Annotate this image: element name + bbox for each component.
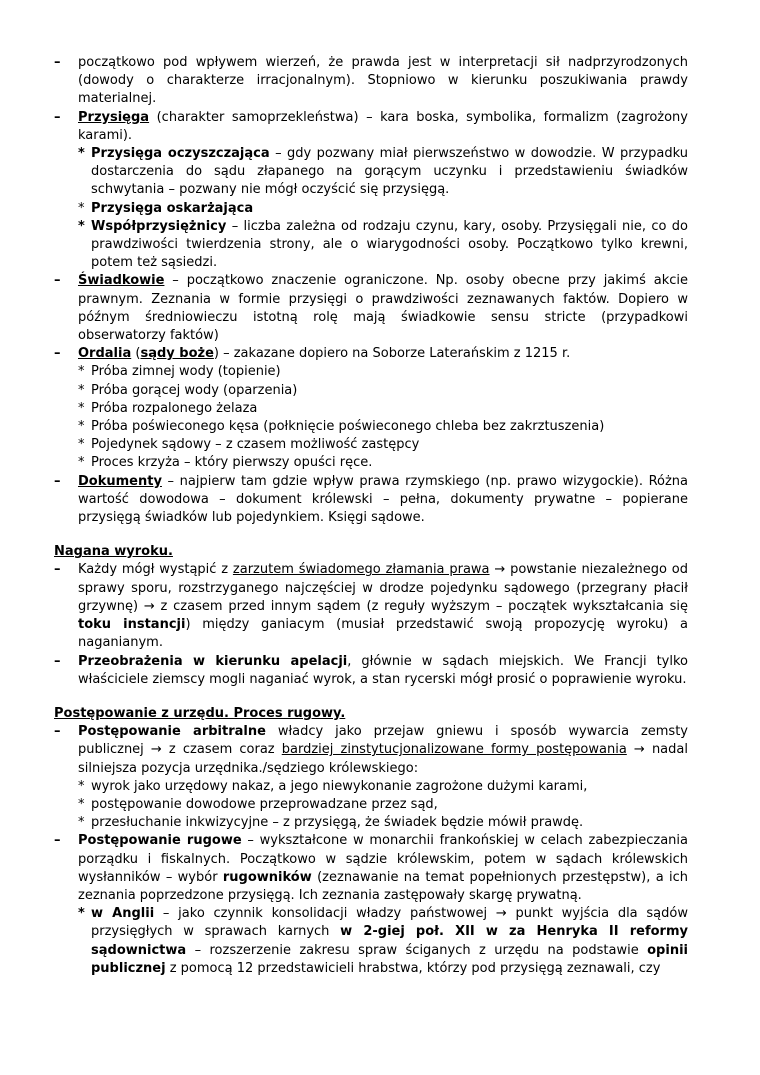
text-run: zarzutem świadomego złamania prawa [232, 562, 490, 578]
star-bullet: * [78, 419, 85, 435]
text-run: Próba rozpalonego żelaza [91, 400, 258, 416]
text-run: → nadal silniejsza pozycja urzędnika./sędziego królewskiego: [78, 742, 688, 776]
text-run: Próba gorącej wody (oparzenia) [91, 382, 298, 398]
list-item [0, 653, 760, 689]
sub-list-item [0, 454, 760, 472]
dash-bullet: – [54, 346, 61, 362]
star-bullet: * [78, 146, 85, 162]
star-bullet: * [78, 906, 85, 922]
star-bullet: * [78, 455, 85, 471]
text-run: Przysięga [78, 109, 150, 125]
star-bullet: * [78, 400, 85, 416]
text-run: ) między ganiacym (musiał przedstawić swoją propozycję wyroku) a naganianym. [78, 617, 688, 651]
text-run: w Anglii [91, 906, 155, 922]
text-run: początkowo pod wpływem wierzeń, że prawda jest w interpretacji sił nadprzyrodzonych (dowody o charakterze irracjonalnym). Stopniowo w kierunku poszukiwania prawdy materialnej. [78, 55, 688, 107]
section-heading [0, 705, 760, 723]
text-run: sądy boże [140, 346, 214, 362]
text-run: → powstanie niezależnego od sprawy sporu, rozstrzyganego najczęściej w drodze pojedynku sądowego (przegrany płacił grzywnę) → z czasem przed innym sądem (z reguły wyższym – początek wykształcania się [78, 562, 688, 614]
sub-list-item [0, 145, 760, 200]
text-run: , głównie w sądach miejskich. We Francji tylko właściciele ziemscy mogli naganiać wyrok, a stan rycerski mógł prosić o poprawienie wyroku. [78, 653, 688, 687]
text-run: toku instancji [78, 617, 186, 633]
text-run: przesłuchanie inkwizycyjne – z przysięgą, że świadek będzie mówił prawdę. [91, 815, 584, 831]
sub-list-item [0, 418, 760, 436]
text-run: – najpierw tam gdzie wpływ prawa rzymskiego (np. prawo wizygockie). Różna wartość dowodowa – dokument królewski – pełna, dokumenty prywatne – popierane przysięgą świadków lub pojedynkiem. Księgi sądowe. [78, 473, 688, 526]
star-bullet: * [78, 364, 85, 380]
sub-list-item [0, 218, 760, 273]
star-bullet: * [78, 200, 85, 216]
sub-list-item [0, 814, 760, 832]
text-run: ) – zakazane dopiero na Soborze Laterańskim z 1215 r. [213, 346, 571, 362]
star-bullet: * [78, 778, 85, 794]
text-run: Świadkowie [78, 273, 165, 289]
sub-list-item [0, 436, 760, 454]
dash-bullet: – [54, 109, 61, 125]
sub-list-item [0, 382, 760, 400]
dash-bullet: – [54, 562, 61, 578]
list-item [0, 109, 760, 145]
text-run: – wykształcone w monarchii frankońskiej w celach zabezpieczania porządku i fiskalnych. Początkowo w sądzie królewskim, potem w sądach królewskich wysłanników – wybór [78, 833, 688, 885]
text-run: (zeznawanie na temat popełnionych przestępstw), a ich zeznania poprzedzone przysięgą. Ich zeznania zastępowały skargę prywatną. [78, 869, 688, 903]
star-bullet: * [78, 218, 85, 234]
text-run: Proces krzyża – który pierwszy opuści ręce. [91, 455, 373, 471]
star-bullet: * [78, 796, 85, 812]
text-run: Próba poświeconego kęsa (połknięcie poświeconego chleba bez zakrztuszenia) [91, 419, 605, 435]
star-bullet: * [78, 815, 85, 831]
text-run: (charakter samoprzekleństwa) – kara boska, symbolika, formalizm (zagrożony karami). [78, 109, 688, 143]
dash-bullet: – [54, 833, 61, 849]
sub-list-item [0, 905, 760, 978]
text-run: w 2-giej poł. XII w za Henryka II reformy sądownictwa [91, 924, 688, 958]
dash-bullet: – [54, 273, 61, 289]
top-margin [0, 0, 760, 54]
text-run: Przysięga oskarżająca [91, 200, 254, 216]
dash-bullet: – [54, 55, 61, 70]
section-heading [0, 543, 760, 561]
text-run: Nagana wyroku. [54, 544, 173, 560]
text-run: Przeobrażenia w kierunku apelacji [78, 653, 348, 669]
sub-list-item [0, 363, 760, 381]
text-run: rugowników [222, 869, 312, 885]
text-run: z pomocą 12 przedstawicieli hrabstwa, którzy pod przysięgą zeznawali, czy [165, 960, 661, 976]
sub-list-item [0, 200, 760, 218]
section-gap [0, 689, 760, 705]
section-gap [0, 527, 760, 543]
text-run: opinii publicznej [91, 942, 688, 976]
dash-bullet: – [54, 473, 61, 489]
text-run: Pojedynek sądowy – z czasem możliwość zastępcy [91, 437, 420, 453]
text-run: – rozszerzenie zakresu spraw ściganych z urzędu na podstawie [186, 942, 648, 958]
list-item [0, 345, 760, 363]
text-run: Próba zimnej wody (topienie) [91, 364, 281, 380]
text-run: – liczba zależna od rodzaju czynu, kary, osoby. Przysięgali nie, co do prawdziwości twierdzenia strony, ale o wiarygodności osoby. Początkowo tylko krewni, potem też sąsiedzi. [91, 218, 688, 271]
star-bullet: * [78, 382, 85, 398]
text-run: Dokumenty [78, 473, 162, 489]
text-run: Przysięga oczyszczająca [91, 146, 270, 162]
sub-list-item [0, 796, 760, 814]
text-run: Ordalia [78, 346, 132, 362]
list-item [0, 561, 760, 652]
star-bullet: * [78, 437, 85, 453]
dash-bullet: – [54, 653, 61, 669]
list-item [0, 54, 760, 109]
text-run: – gdy pozwany miał pierwszeństwo w dowodzie. W przypadku dostarczenia do sądu złapanego na gorącym uczynku i przedstawieniu świadków schwytania – pozwany nie mógł oczyścić się przysięgą. [91, 146, 689, 198]
list-item [0, 473, 760, 528]
text-run: postępowanie dowodowe przeprowadzane przez sąd, [91, 796, 438, 812]
list-item [0, 272, 760, 345]
text-run: wyrok jako urzędowy nakaz, a jego niewykonanie zagrożone dużymi karami, [91, 778, 588, 794]
text-run: – początkowo znaczenie ograniczone. Np. osoby obecne przy jakimś akcie prawnym. Zeznania w formie przysięgi o prawdziwości zeznawanych faktów. Dopiero w późnym średniowieczu istotną rolę mają świadkowie sensu stricte (przypadkowi obserwatorzy faktów) [78, 273, 688, 344]
text-run: ( [131, 346, 141, 362]
text-run: Postępowanie rugowe [78, 833, 242, 849]
text-run: – jako czynnik konsolidacji władzy państwowej → punkt wyjścia dla sądów przysięgłych w sprawach karnych [91, 906, 688, 940]
text-run: Postępowanie z urzędu. Proces rugowy. [54, 705, 346, 721]
text-run: władcy jako przejaw gniewu i sposób wywarcia zemsty publicznej → z czasem coraz [78, 724, 688, 758]
list-item [0, 832, 760, 905]
text-run: Współprzysiężnicy [91, 218, 227, 234]
text-run: Postępowanie arbitralne [78, 724, 266, 740]
list-item [0, 723, 760, 778]
dash-bullet: – [54, 724, 61, 740]
text-run: bardziej zinstytucjonalizowane formy postępowania [281, 742, 627, 758]
sub-list-item [0, 778, 760, 796]
sub-list-item [0, 400, 760, 418]
text-run: Każdy mógł wystąpić z [78, 562, 233, 578]
